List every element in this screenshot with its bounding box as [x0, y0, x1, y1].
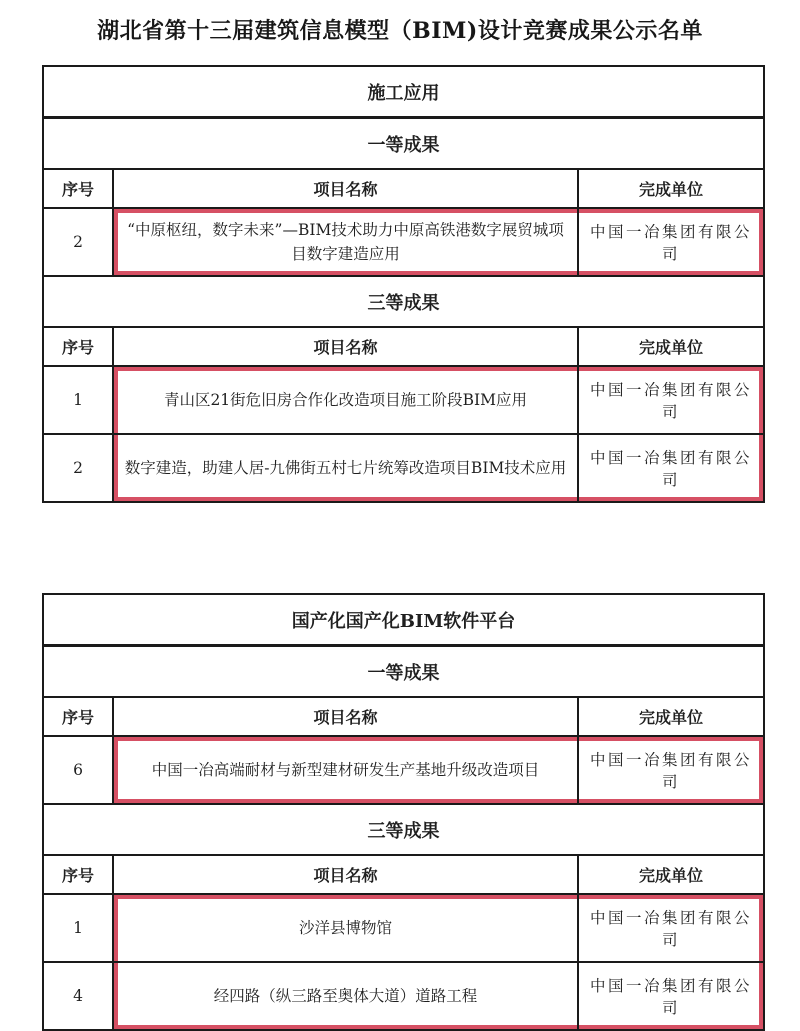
tables-container	[0, 65, 800, 1031]
project-name-cell-highlighted: 数字建造，助建人居-九佛街五村七片统筹改造项目BIM技术应用	[113, 434, 578, 502]
table-row	[43, 962, 764, 1030]
category-header-row	[43, 594, 764, 646]
column-header-row	[43, 697, 764, 736]
grade-title: 一等成果	[43, 118, 764, 170]
grade-title: 三等成果	[43, 276, 764, 327]
grade-header-row	[43, 118, 764, 170]
award-table	[42, 65, 765, 503]
column-header: 完成单位	[578, 855, 764, 894]
award-table	[42, 593, 765, 1031]
column-header: 序号	[43, 697, 113, 736]
serial-number-cell: 6	[43, 736, 113, 804]
completion-unit-cell-highlighted: 中国一冶集团有限公司	[578, 962, 764, 1030]
serial-number-cell: 2	[43, 434, 113, 502]
table-row	[43, 434, 764, 502]
table-category-title: 国产化国产化BIM软件平台	[43, 594, 764, 646]
grade-header-row	[43, 804, 764, 855]
column-header: 完成单位	[578, 327, 764, 366]
category-header-row	[43, 66, 764, 118]
column-header: 序号	[43, 855, 113, 894]
completion-unit-cell-highlighted: 中国一冶集团有限公司	[578, 434, 764, 502]
table-row	[43, 894, 764, 962]
grade-header-row	[43, 646, 764, 698]
column-header-row	[43, 327, 764, 366]
table-category-title: 施工应用	[43, 66, 764, 118]
column-header: 项目名称	[113, 327, 578, 366]
project-name-cell-highlighted: 中国一冶高端耐材与新型建材研发生产基地升级改造项目	[113, 736, 578, 804]
column-header: 完成单位	[578, 697, 764, 736]
document-page	[0, 14, 800, 1031]
column-header: 项目名称	[113, 169, 578, 208]
grade-title: 三等成果	[43, 804, 764, 855]
project-name-cell-highlighted: 沙洋县博物馆	[113, 894, 578, 962]
column-header-row	[43, 169, 764, 208]
table-row	[43, 208, 764, 276]
serial-number-cell: 1	[43, 894, 113, 962]
column-header-row	[43, 855, 764, 894]
column-header: 序号	[43, 327, 113, 366]
project-name-cell-highlighted: “中原枢纽，数字未来”—BIM技术助力中原高铁港数字展贸城项目数字建造应用	[113, 208, 578, 276]
serial-number-cell: 1	[43, 366, 113, 434]
column-header: 项目名称	[113, 855, 578, 894]
document-title: 湖北省第十三届建筑信息模型（BIM)设计竞赛成果公示名单	[97, 18, 703, 44]
column-header: 项目名称	[113, 697, 578, 736]
serial-number-cell: 2	[43, 208, 113, 276]
grade-header-row	[43, 276, 764, 327]
column-header: 序号	[43, 169, 113, 208]
project-name-cell-highlighted: 经四路（纵三路至奥体大道）道路工程	[113, 962, 578, 1030]
column-header: 完成单位	[578, 169, 764, 208]
grade-title: 一等成果	[43, 646, 764, 698]
completion-unit-cell-highlighted: 中国一冶集团有限公司	[578, 736, 764, 804]
table-row	[43, 366, 764, 434]
table-row	[43, 736, 764, 804]
completion-unit-cell-highlighted: 中国一冶集团有限公司	[578, 366, 764, 434]
project-name-cell-highlighted: 青山区21街危旧房合作化改造项目施工阶段BIM应用	[113, 366, 578, 434]
completion-unit-cell-highlighted: 中国一冶集团有限公司	[578, 208, 764, 276]
completion-unit-cell-highlighted: 中国一冶集团有限公司	[578, 894, 764, 962]
serial-number-cell: 4	[43, 962, 113, 1030]
